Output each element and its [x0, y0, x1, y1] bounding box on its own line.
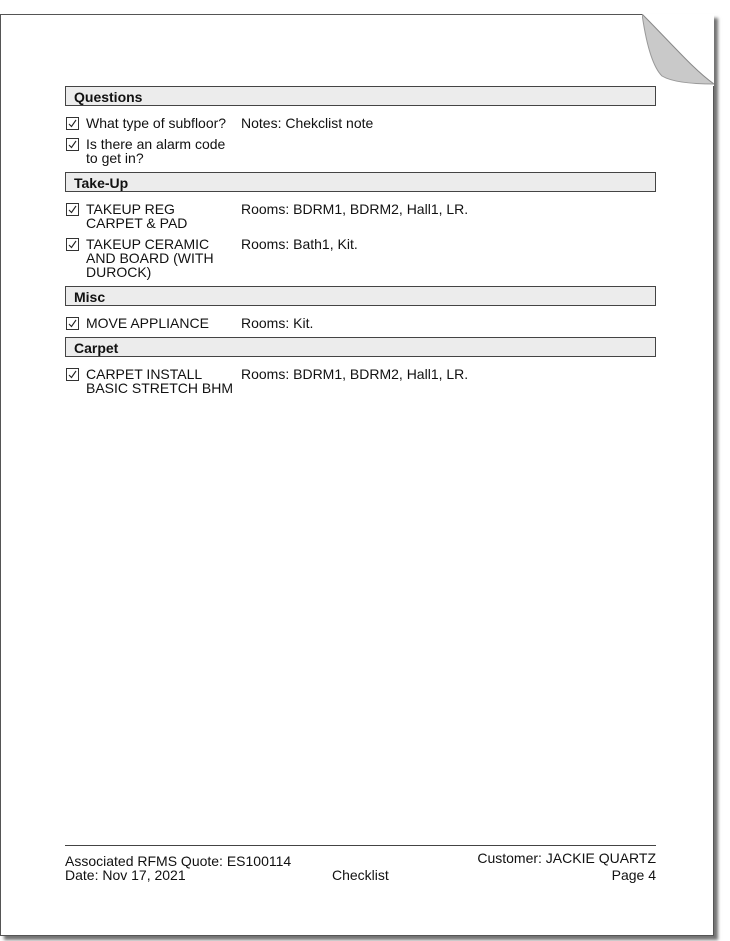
item-note: Rooms: Kit.	[241, 315, 314, 331]
check-icon	[68, 205, 77, 214]
item-text: TAKEUP CERAMIC AND BOARD (WITH DUROCK)	[86, 236, 214, 280]
checklist-item	[65, 116, 656, 130]
checklist-item	[65, 137, 656, 165]
footer-date: Date: Nov 17, 2021	[65, 867, 186, 883]
checklist-section	[65, 172, 656, 279]
checkbox[interactable]	[66, 117, 79, 130]
item-note: Notes: Chekclist note	[241, 115, 374, 131]
checkbox[interactable]	[66, 317, 79, 330]
section-items	[65, 306, 656, 330]
checklist-section	[65, 86, 656, 165]
check-icon	[68, 119, 77, 128]
check-icon	[68, 140, 77, 149]
item-text: CARPET INSTALL BASIC STRETCH BHM	[86, 366, 234, 396]
check-icon	[68, 370, 77, 379]
checkbox[interactable]	[66, 368, 79, 381]
section-header: Take-Up	[65, 172, 656, 192]
check-icon	[68, 319, 77, 328]
footer-page-number: Page 4	[611, 867, 656, 883]
checklist-item	[65, 237, 656, 279]
checklist-item	[65, 202, 656, 230]
section-header: Misc	[65, 286, 656, 306]
check-icon	[68, 240, 77, 249]
section-items	[65, 192, 656, 279]
checklist-section	[65, 337, 656, 395]
item-note	[241, 137, 656, 165]
checkbox[interactable]	[66, 203, 79, 216]
item-note: Rooms: BDRM1, BDRM2, Hall1, LR.	[241, 201, 469, 217]
item-text: Is there an alarm code to get in?	[86, 136, 226, 166]
footer-quote: Associated RFMS Quote: ES100114	[65, 853, 292, 869]
checkbox[interactable]	[66, 238, 79, 251]
footer-customer: Customer: JACKIE QUARTZ	[477, 850, 656, 866]
checkbox[interactable]	[66, 138, 79, 151]
item-text: MOVE APPLIANCE	[86, 315, 209, 331]
section-header: Carpet	[65, 337, 656, 357]
section-items	[65, 357, 656, 395]
checklist	[65, 72, 656, 402]
item-note: Rooms: Bath1, Kit.	[241, 236, 358, 252]
footer-divider	[65, 845, 656, 846]
section-items	[65, 106, 656, 165]
checklist-item	[65, 367, 656, 395]
item-text: What type of subfloor?	[86, 115, 227, 131]
checklist-item	[65, 316, 656, 330]
checklist-section	[65, 286, 656, 330]
footer-doc-type: Checklist	[332, 867, 389, 883]
item-note: Rooms: BDRM1, BDRM2, Hall1, LR.	[241, 366, 469, 382]
item-text: TAKEUP REG CARPET & PAD	[86, 201, 188, 231]
section-header: Questions	[65, 86, 656, 106]
